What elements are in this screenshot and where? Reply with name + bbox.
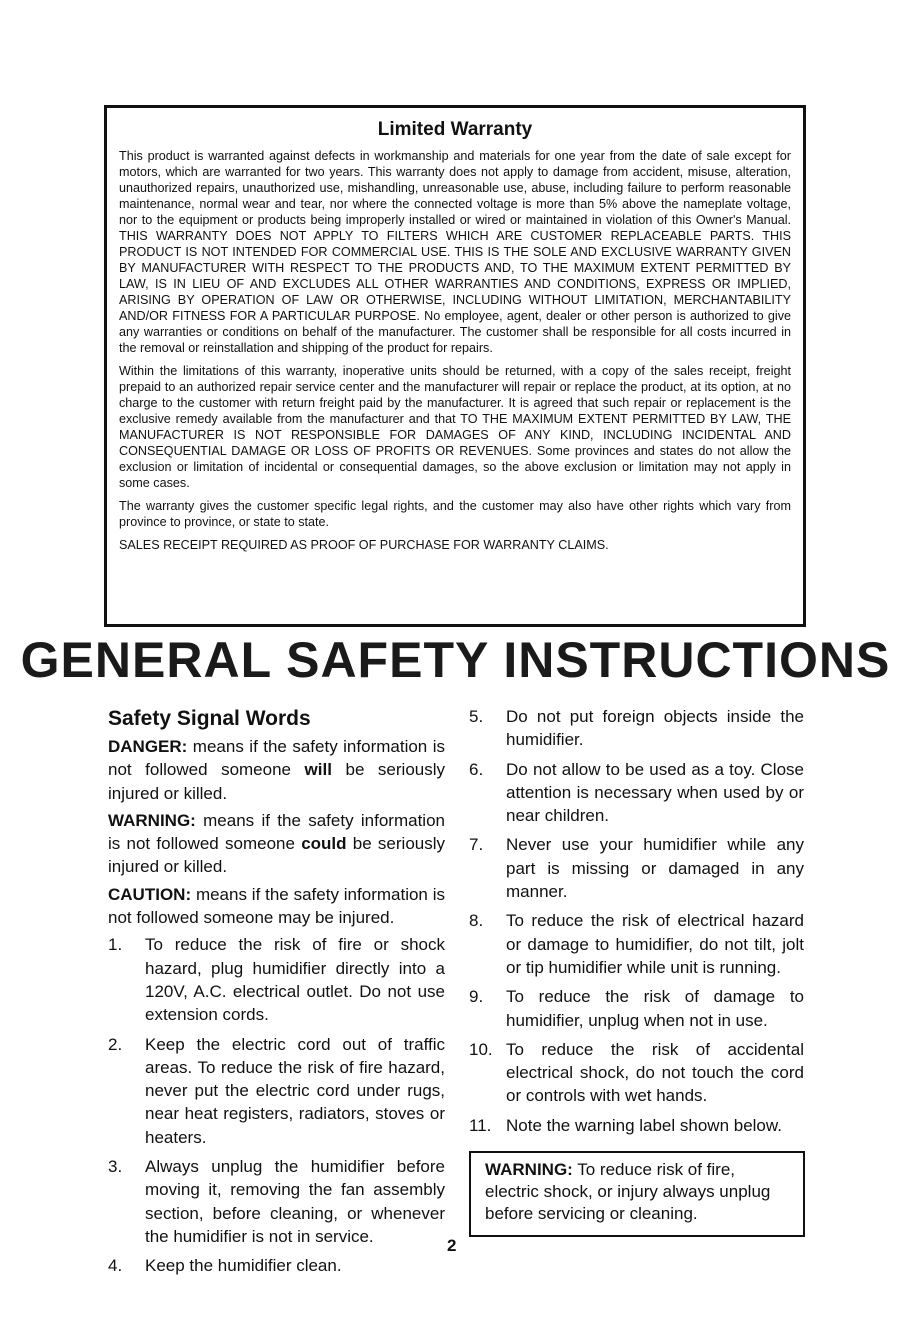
instruction-item (469, 985, 804, 1032)
instruction-item (108, 933, 445, 1026)
instruction-item (108, 1033, 445, 1149)
caution-text: means if the safety information is not followed someone may be injured. (108, 884, 445, 928)
warning-box-label: WARNING: (485, 1160, 573, 1180)
danger-definition (108, 735, 445, 805)
right-column (469, 705, 804, 1237)
instruction-text: Keep the electric cord out of traffic areas. To reduce the risk of fire hazard, never put the electric cord under rugs, near heat registers, radiators, stoves or heaters. (145, 1034, 445, 1147)
danger-emphasis: will (304, 760, 332, 780)
warning-emphasis: could (301, 834, 347, 854)
warranty-paragraph-returns: Within the limitations of this warranty, inoperative units should be returned, with a copy of the sales receipt, freight prepaid to an authorized repair service center and the manufacturer will repair or replace the product, at its option, at no charge to the customer with return freight paid by the manufacturer. It is agreed that such repair or replacement is the exclusive remedy available from the manufacturer and that TO THE MAXIMUM EXTENT PERMITTED BY LAW, THE MANUFACTURER IS NOT RESPONSIBLE FOR DAMAGES OF ANY KIND, INCLUDING INCIDENTAL AND CONSEQUENTIAL DAMAGE OR LOSS OF PROFITS OR REVENUES. Some provinces and states do not allow the exclusion or limitation of incidental or consequential damages, so the above exclusion or limitation may not apply in some cases. (119, 364, 791, 490)
warning-text-end: be seriously injured or killed. (108, 834, 446, 877)
warning-label-box (469, 1151, 805, 1237)
instruction-number: 4. (108, 1256, 123, 1276)
warning-label: WARNING: (108, 810, 196, 830)
instruction-text: Do not allow to be used as a toy. Close attention is necessary when used by or near children. (506, 759, 804, 826)
instruction-number: 11. (469, 1115, 492, 1135)
instruction-number: 8. (469, 911, 484, 931)
instruction-number: 2. (108, 1034, 123, 1054)
warranty-paragraph-rights: The warranty gives the customer specific legal rights, and the customer may also have other rights which vary from province to province, or state to state. (119, 499, 791, 529)
warning-text: means if the safety information is not followed someone (108, 810, 445, 854)
page-number: 2 (447, 1236, 457, 1255)
instruction-number: 9. (469, 987, 484, 1007)
signal-words-heading: Safety Signal Words (108, 707, 311, 730)
instruction-text: To reduce the risk of accidental electrical shock, do not touch the cord or controls with wet hands. (506, 1039, 804, 1106)
instruction-item (469, 833, 804, 903)
instruction-item (469, 1114, 804, 1137)
caution-definition (108, 883, 445, 930)
instruction-text: Never use your humidifier while any part is missing or damaged in any manner. (506, 835, 804, 902)
instruction-text: To reduce the risk of electrical hazard or damage to humidifier, do not tilt, jolt or tip humidifier while unit is running. (506, 911, 804, 977)
page-title: GENERAL SAFETY INSTRUCTIONS (20, 632, 891, 688)
instruction-text: To reduce the risk of fire or shock hazard, plug humidifier directly into a 120V, A.C. electrical outlet. Do not use extension cords. (145, 935, 445, 1025)
danger-text: means if the safety information is not followed someone (108, 737, 445, 780)
warning-definition (108, 809, 445, 879)
instruction-text: Keep the humidifier clean. (145, 1256, 342, 1276)
warranty-paragraph-terms: This product is warranted against defects in workmanship and materials for one year from the date of sale except for motors, which are warranted for two years. This warranty does not apply to damage from accident, misuse, alteration, unauthorized repairs, unauthorized use, mishandling, unreasonable use, abuse, including failure to perform reasonable maintenance, normal wear and tear, nor where the connected voltage is more than 5% above the nameplate voltage, nor to the equipment or products being improperly installed or wired or maintained in violation of this Owner's Manual. THIS WARRANTY DOES NOT APPLY TO FILTERS WHICH ARE CUSTOMER REPLACEABLE PARTS. THIS PRODUCT IS NOT INTENDED FOR COMMERCIAL USE. THIS IS THE SOLE AND EXCLUSIVE WARRANTY GIVEN BY MANUFACTURER WITH RESPECT TO THE PRODUCTS AND, TO THE MAXIMUM EXTENT PERMITTED BY LAW, IS IN LIEU OF AND EXCLUDES ALL OTHER WARRANTIES AND CONDITIONS, EXPRESS OR IMPLIED, ARISING BY OPERATION OF LAW OR OTHERWISE, INCLUDING WITHOUT LIMITATION, MERCHANTABILITY AND/OR FITNESS FOR A PARTICULAR PURPOSE. No employee, agent, dealer or other person is authorized to give any warranties or conditions on behalf of the manufacturer. The customer shall be responsible for all costs incurred in the removal or reinstallation and shipping of the product for repairs. (119, 149, 791, 355)
caution-label: CAUTION: (108, 884, 192, 904)
instruction-number: 3. (108, 1157, 123, 1177)
instruction-item (469, 909, 804, 979)
instruction-item (108, 1254, 445, 1277)
left-column (108, 705, 445, 1284)
warranty-title: Limited Warranty (377, 119, 533, 140)
instruction-number: 6. (469, 759, 484, 779)
instruction-number: 7. (469, 835, 484, 855)
instruction-text: Note the warning label shown below. (506, 1115, 782, 1135)
instruction-text: Do not put foreign objects inside the humidifier. (506, 707, 804, 750)
limited-warranty-box (104, 105, 806, 627)
instruction-text: Always unplug the humidifier before moving it, removing the fan assembly section, before cleaning, or whenever the humidifier is not in service. (145, 1157, 445, 1246)
instruction-number: 1. (108, 935, 123, 955)
instruction-item (469, 705, 804, 752)
warranty-paragraph-receipt: SALES RECEIPT REQUIRED AS PROOF OF PURCHASE FOR WARRANTY CLAIMS. (119, 538, 609, 552)
danger-text-end: be seriously injured or killed. (108, 760, 446, 803)
instruction-number: 5. (469, 707, 484, 726)
instruction-item (469, 1038, 804, 1108)
instruction-text: To reduce the risk of damage to humidifier, unplug when not in use. (506, 987, 804, 1030)
instruction-number: 10. (469, 1039, 493, 1059)
instruction-item (469, 758, 804, 828)
instruction-item (108, 1155, 445, 1248)
danger-label: DANGER: (108, 737, 188, 756)
warning-box-text: To reduce risk of fire, electric shock, or injury always unplug before servicing or cleaning. (485, 1160, 771, 1224)
